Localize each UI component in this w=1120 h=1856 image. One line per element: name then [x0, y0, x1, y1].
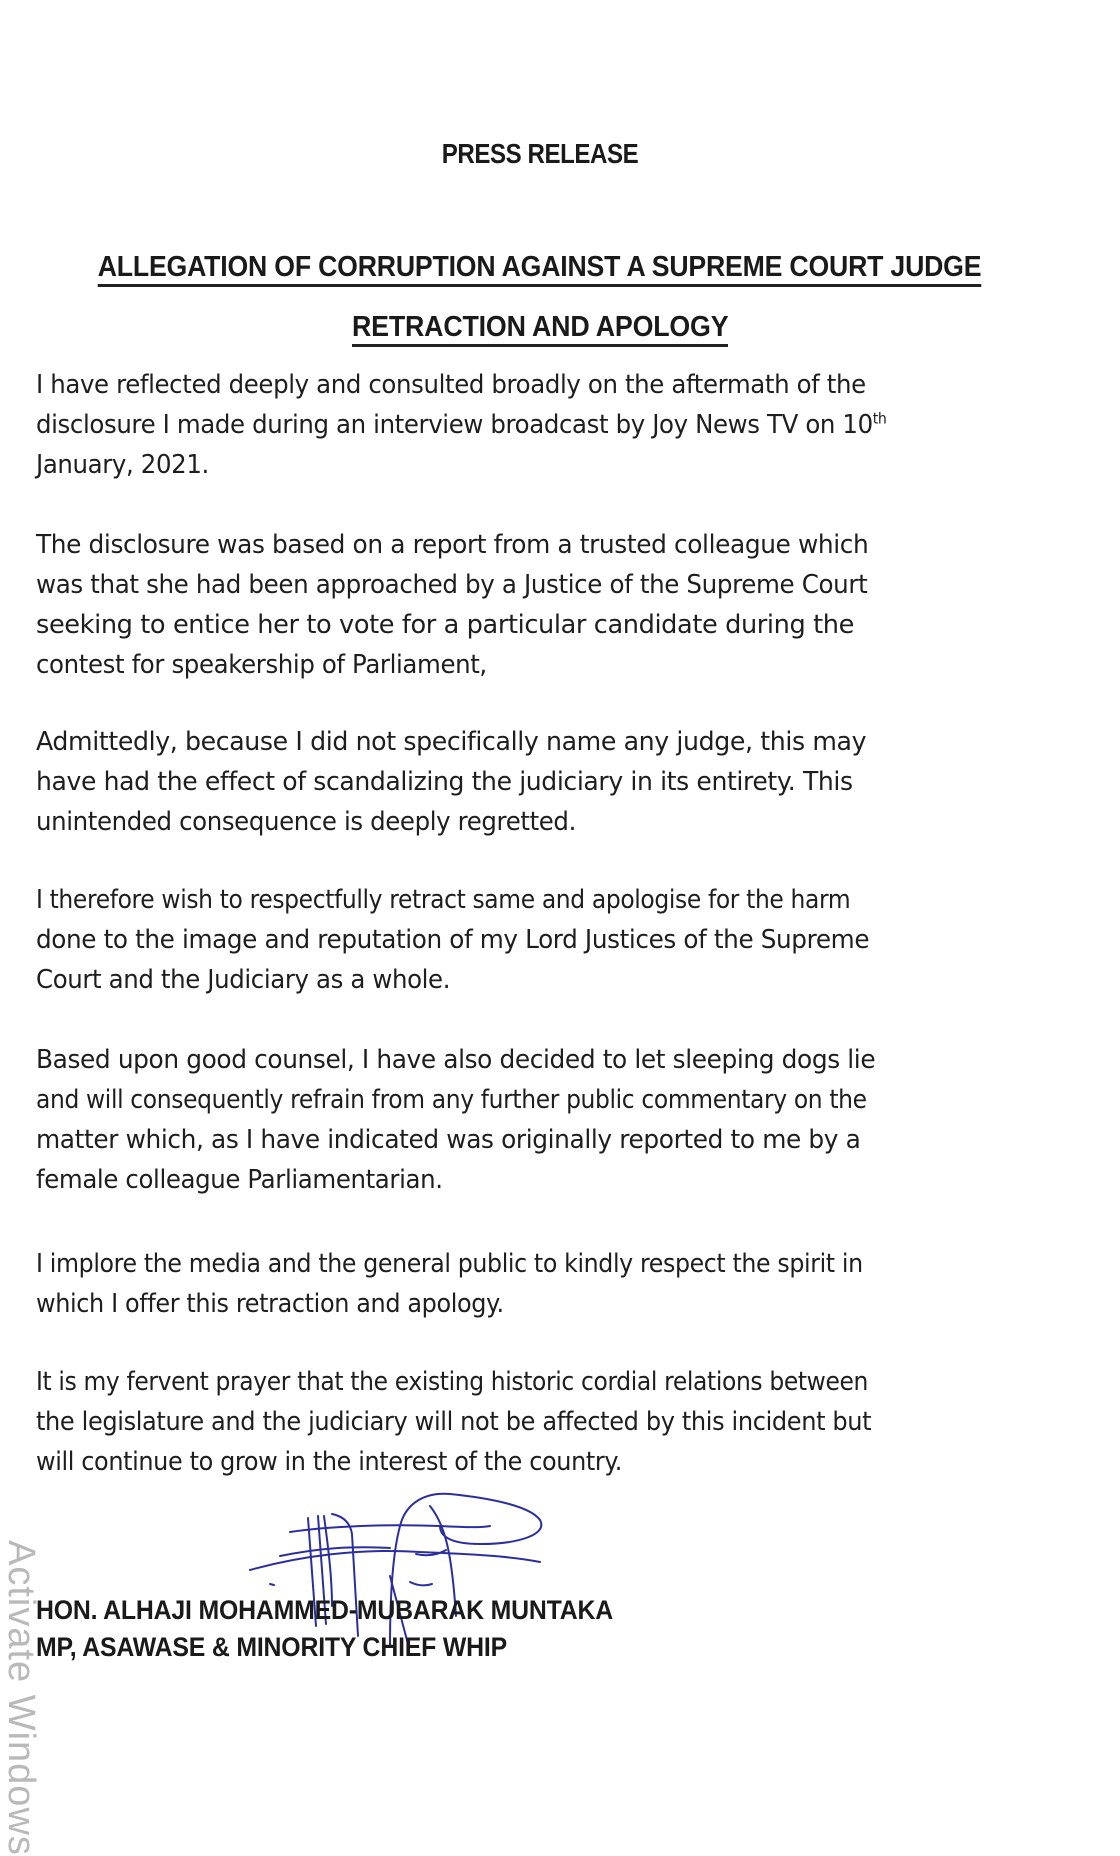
paragraph-line: have had the effect of scandalizing the judiciary in its entirety. This — [36, 767, 853, 797]
paragraph-line: I therefore wish to respectfully retract same and apologise for the harm — [36, 885, 851, 915]
paragraph-line: Court and the Judiciary as a whole. — [36, 965, 451, 995]
ordinal-superscript: th — [872, 409, 887, 428]
paragraph-line: seeking to entice her to vote for a particular candidate during the — [36, 610, 854, 640]
signatory-name: HON. ALHAJI MOHAMMED-MUBARAK MUNTAKA — [36, 1595, 614, 1625]
press-release-heading: PRESS RELEASE — [441, 138, 639, 169]
paragraph-line: It is my fervent prayer that the existing historic cordial relations between — [36, 1367, 869, 1397]
paragraph-line: will continue to grow in the interest of the country. — [36, 1447, 622, 1477]
headline-allegation — [0, 251, 1080, 287]
paragraph-line: the legislature and the judiciary will not be affected by this incident but — [36, 1407, 872, 1437]
headline-retraction — [0, 311, 1080, 347]
paragraph-line: was that she had been approached by a Justice of the Supreme Court — [36, 570, 868, 600]
paragraph-line: female colleague Parliamentarian. — [36, 1165, 443, 1195]
headline-allegation-text: ALLEGATION OF CORRUPTION AGAINST A SUPREME COURT JUDGE — [98, 253, 982, 287]
paragraph-line: done to the image and reputation of my Lord Justices of the Supreme — [36, 925, 870, 955]
paragraph-line: which I offer this retraction and apology. — [36, 1289, 504, 1319]
paragraph-7 — [36, 1362, 1066, 1482]
headline-retraction-text: RETRACTION AND APOLOGY — [352, 313, 728, 347]
paragraph-line — [36, 405, 1004, 445]
paragraph-line: unintended consequence is deeply regretted. — [36, 807, 576, 837]
paragraph-line: January, 2021. — [36, 450, 209, 480]
paragraph-2 — [36, 525, 1066, 685]
paragraph-line: I implore the media and the general public to kindly respect the spirit in — [36, 1249, 863, 1279]
paragraph-line: matter which, as I have indicated was originally reported to me by a — [36, 1125, 861, 1155]
paragraph-1 — [36, 365, 1066, 485]
paragraph-line: Admittedly, because I did not specifically name any judge, this may — [36, 727, 867, 757]
paragraph-line: I have reflected deeply and consulted broadly on the aftermath of the — [36, 370, 866, 400]
paragraph-line: and will consequently refrain from any further public commentary on the — [36, 1085, 867, 1115]
paragraph-line: The disclosure was based on a report from a trusted colleague which — [36, 530, 869, 560]
paragraph-6 — [36, 1244, 1066, 1324]
signatory-block — [36, 1595, 663, 1663]
signatory-title: MP, ASAWASE & MINORITY CHIEF WHIP — [36, 1632, 507, 1662]
paragraph-line: Based upon good counsel, I have also decided to let sleeping dogs lie — [36, 1045, 876, 1075]
paragraph-5 — [36, 1040, 1066, 1200]
activate-windows-watermark: Activate Windows — [0, 1540, 42, 1856]
paragraph-4 — [36, 880, 1066, 1000]
paragraph-line: contest for speakership of Parliament, — [36, 650, 487, 680]
paragraph-3 — [36, 722, 1066, 842]
paragraph-line-text: disclosure I made during an interview broadcast by Joy News TV on 10 — [36, 410, 873, 440]
